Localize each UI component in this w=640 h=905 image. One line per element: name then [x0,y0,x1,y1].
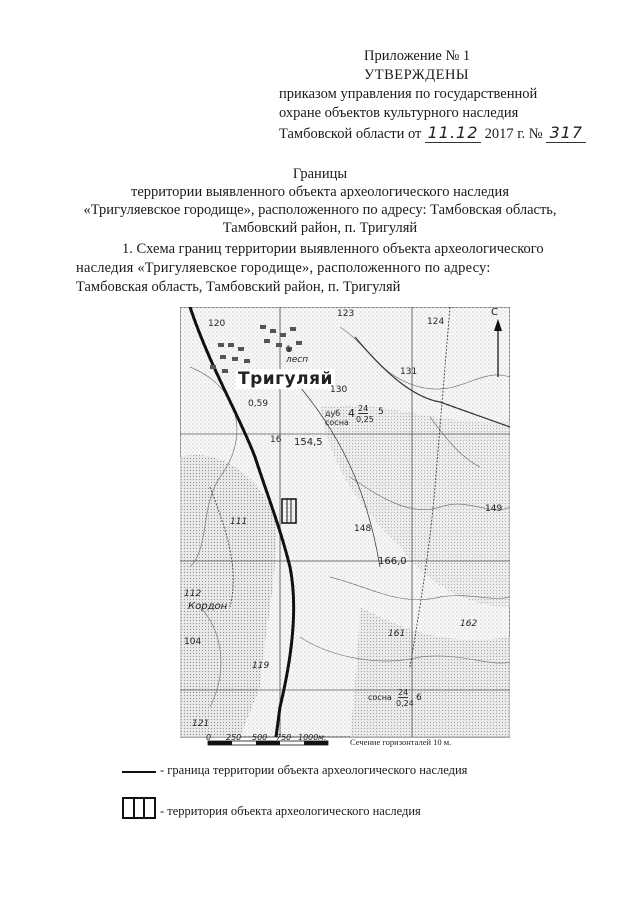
map-label-dub-sosna: дуб сосна [325,409,349,427]
map-label-4: 4 [348,407,355,420]
topographic-map [180,307,510,757]
territory-hatch-symbol [122,797,156,819]
title-line-2: территории выявленного объекта археологического наследия [131,184,509,200]
map-label-121: 121 [192,719,210,729]
map-label-130: 130 [330,385,348,395]
boundary-line-symbol [122,771,156,773]
legend-boundary: - граница территории объекта археологического наследия [160,763,468,777]
map-label-124: 124 [427,317,445,327]
contour-note: Сечение горизонталей 10 м. [350,737,452,747]
scale-tick-250: 250 [226,733,242,742]
map-label-16: 16 [270,435,282,445]
title-line-1: Границы [292,166,348,182]
map-label-sosna: сосна [368,693,392,702]
map-label-111: 111 [230,517,248,527]
handwritten-number: 317 [546,123,586,143]
map-label-112: 112 [184,589,202,599]
map-label-kordon: Кордон [188,601,228,612]
order-line-3 [279,123,586,144]
map-label-5: 5 [378,407,384,417]
north-label: С [491,307,498,318]
paragraph-line-2: наследия «Тригуляевское городище», расположенного по адресу: [76,260,491,276]
map-label-123: 123 [337,309,355,319]
map-label-162: 162 [460,619,478,629]
map-label-104: 104 [184,637,202,647]
order-line-3-mid: 2017 г. № [484,126,543,142]
paragraph-line-1: 1. Схема границ территории выявленного объекта археологического [122,241,544,257]
paragraph-line-3: Тамбовская область, Тамбовский район, п. Тригуляй [76,279,401,295]
map-label-131: 131 [400,367,418,377]
map-label-120: 120 [208,319,226,329]
map-label-1660: 166,0 [378,556,407,567]
map-frac2-top: 24 [398,688,409,697]
order-line-3-prefix: Тамбовской области от [279,126,422,142]
map-frac1-bottom: 0,25 [356,415,374,424]
map-label-059: 0,59 [248,399,269,409]
legend-territory: - территория объекта археологического наследия [160,804,421,818]
title-line-4: Тамбовский район, п. Тригуляй [222,220,418,236]
scale-tick-500: 500 [252,733,268,742]
map-frac1-top: 24 [358,404,369,413]
map-label-148: 148 [354,524,372,534]
title-line-3: «Тригуляевское городище», расположенного по адресу: Тамбовская область, [83,202,557,218]
map-town-label: Тригуляй [238,369,333,389]
order-line-2: охране объектов культурного наследия [279,105,519,121]
scale-tick-1000: 1000 [298,733,319,742]
map-label-119: 119 [252,661,270,671]
approved-label: УТВЕРЖДЕНЫ [364,67,470,83]
map-label-149: 149 [485,504,503,514]
handwritten-date: 11.12 [425,123,481,143]
map-drawing [180,307,510,757]
scale-tick-0: 0 [206,733,212,742]
map-label-6: 6 [416,693,422,703]
scale-tick-750: 750 [276,733,292,742]
appendix-label: Приложение № 1 [364,48,471,64]
scale-unit: м. [318,733,327,742]
map-label-les: лесп [286,355,309,365]
map-frac2-bottom: 0,24 [396,699,414,708]
order-line-1: приказом управления по государственной [279,86,538,102]
map-label-161: 161 [388,629,406,639]
map-label-1545: 154,5 [294,437,323,448]
map-label-one: 1 [286,345,292,355]
